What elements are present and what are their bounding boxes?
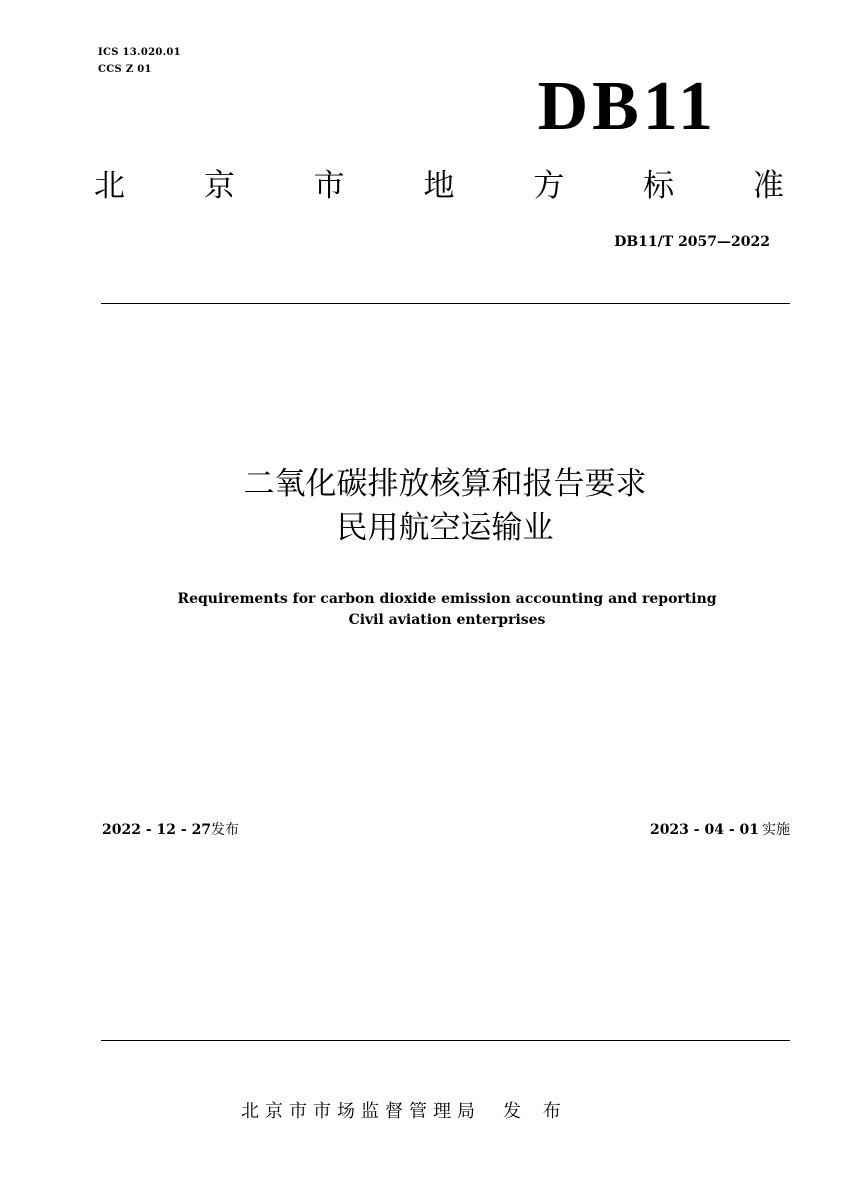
standard-type-char: 京 [203, 168, 235, 204]
classification-codes [98, 44, 181, 78]
publisher-line [241, 1100, 569, 1124]
implementation-date: 2023 - 04 - 01 [649, 822, 759, 838]
standard-type-char: 方 [533, 168, 565, 204]
standard-type-char: 市 [313, 168, 345, 204]
standard-number: DB11/T 2057—2022 [614, 234, 770, 250]
top-divider [101, 303, 790, 304]
issue-date-block [102, 821, 239, 839]
ccs-code: CCS Z 01 [98, 64, 152, 75]
publisher-name: 北京市市场监督管理局 [241, 1101, 481, 1122]
implementation-label: 实施 [762, 822, 790, 838]
chinese-title-line-2: 民用航空运输业 [336, 510, 554, 546]
english-title-line-1: Requirements for carbon dioxide emission accounting and reporting [177, 591, 717, 607]
ics-code: ICS 13.020.01 [98, 47, 181, 58]
standard-type-char: 准 [752, 168, 784, 204]
publish-action: 发 布 [503, 1101, 569, 1122]
bottom-divider [101, 1040, 790, 1041]
standard-type-char: 地 [423, 168, 455, 204]
standard-type-heading [94, 166, 784, 206]
issue-label: 发布 [211, 822, 240, 838]
chinese-title-line-1: 二氧化碳排放核算和报告要求 [243, 466, 647, 502]
implementation-date-block [650, 821, 790, 839]
issue-date: 2022 - 12 - 27 [102, 822, 212, 838]
chinese-title [0, 462, 850, 550]
english-title-line-2: Civil aviation enterprises [348, 612, 546, 628]
db-logo: DB11 [537, 68, 717, 145]
standard-type-char: 北 [94, 168, 125, 204]
standard-type-char: 标 [643, 168, 675, 204]
english-title [0, 589, 850, 631]
